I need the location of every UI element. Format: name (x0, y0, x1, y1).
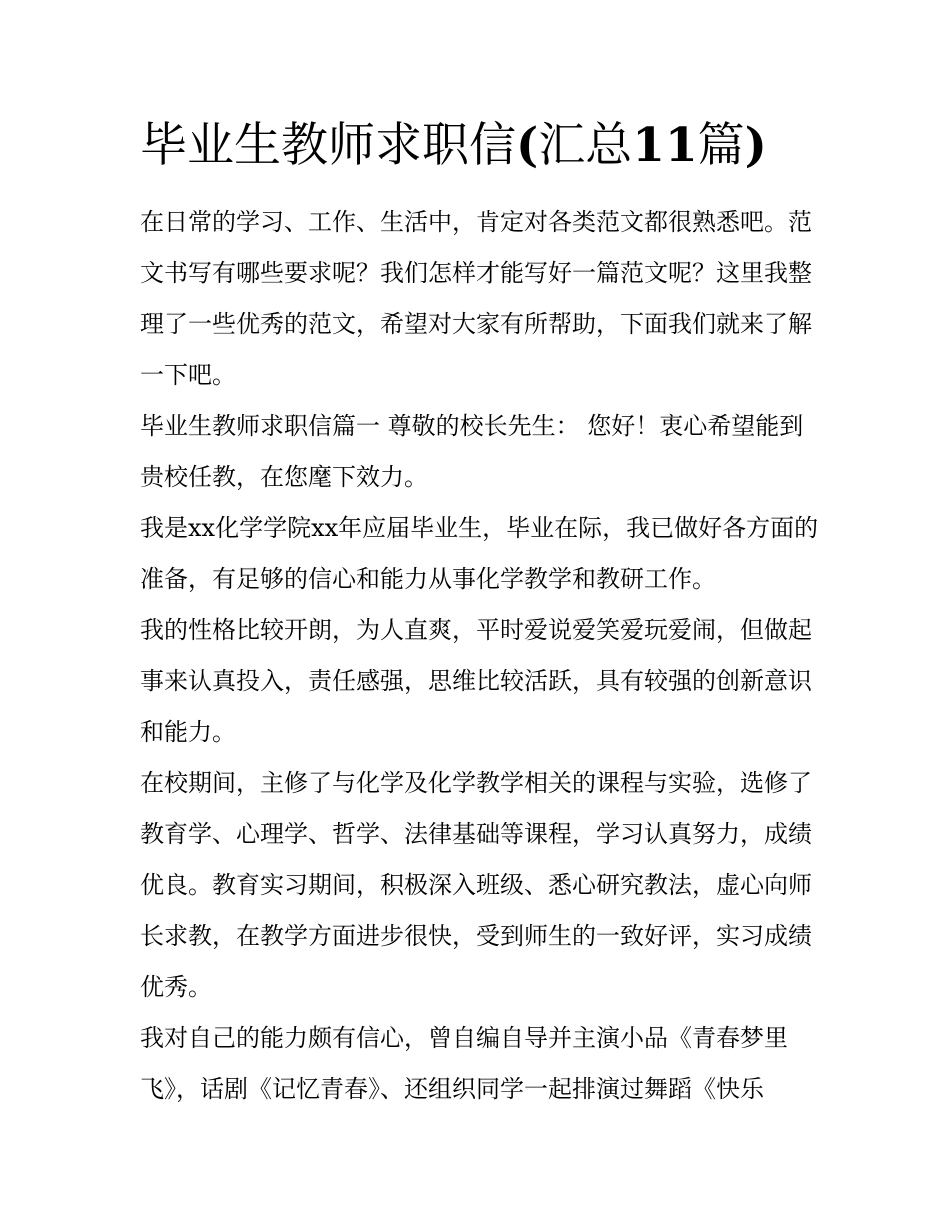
title-paren-close: ) (744, 118, 767, 173)
paragraph-activities: 我对自己的能力颇有信心，曾自编自导并主演小品《青春梦里飞》，话剧《记忆青春》、还组织同学一起排演过舞蹈《快乐 (140, 1024, 788, 1103)
title-paren-open: ( (516, 118, 539, 173)
document-title (140, 116, 840, 176)
document-body (140, 197, 820, 1115)
paragraph-background: 我是xx化学学院xx年应届毕业生，毕业在际，我已做好各方面的准备，有足够的信心和能力从事化学教学和教研工作。 (140, 514, 819, 593)
paragraph-intro: 在日常的学习、工作、生活中，肯定对各类范文都很熟悉吧。范文书写有哪些要求呢？我们怎样才能写好一篇范文呢？这里我整理了一些优秀的范文，希望对大家有所帮助，下面我们就来了解一下吧。 (140, 208, 812, 389)
title-suffix: 篇 (697, 118, 745, 173)
paragraph-education: 在校期间，主修了与化学及化学教学相关的课程与实验，选修了教育学、心理学、哲学、法律基础等课程，学习认真努力，成绩优良。教育实习期间，积极深入班级、悉心研究教法，虚心向师长求教，在教学方面进步很快，受到师生的一致好评，实习成绩优秀。 (140, 769, 812, 1001)
title-main: 毕业生教师求职信 (140, 118, 516, 173)
title-number: 11 (632, 118, 698, 173)
paragraph-greeting: 毕业生教师求职信篇一 尊敬的校长先生： 您好！衷心希望能到贵校任教，在您麾下效力。 (140, 412, 804, 491)
paragraph-personality: 我的性格比较开朗，为人直爽，平时爱说爱笑爱玩爱闹，但做起事来认真投入，责任感强，思维比较活跃，具有较强的创新意识和能力。 (140, 616, 812, 746)
title-summary-label: 汇总 (538, 118, 633, 173)
